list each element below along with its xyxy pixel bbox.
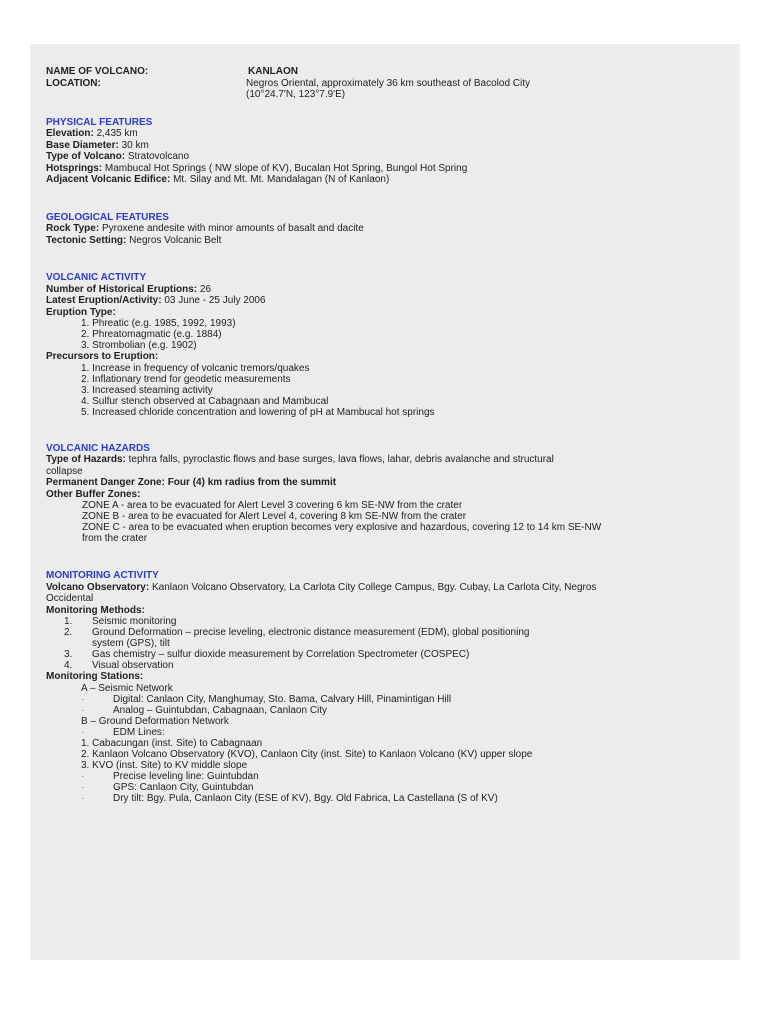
list-item: B – Ground Deformation Network — [81, 715, 229, 727]
precursors-list — [46, 363, 724, 418]
eruption-type-list — [46, 318, 724, 351]
volcano-name: KANLAON — [248, 66, 298, 77]
rock-type-line: Rock Type: Pyroxene andesite with minor amounts of basalt and dacite — [46, 223, 364, 234]
precursors-label: Precursors to Eruption: — [46, 351, 159, 362]
observatory-line-2: Occidental — [46, 593, 94, 604]
hazard-type-line: Type of Hazards: tephra falls, pyroclastic flows and base surges, lava flows, lahar, debris avalanche and structural — [46, 454, 554, 465]
volcanic-activity-heading: VOLCANIC ACTIVITY — [46, 272, 147, 283]
geological-features-heading: GEOLOGICAL FEATURES — [46, 211, 169, 223]
list-item: 5. Increased chloride concentration and lowering of pH at Mambucal hot springs — [81, 406, 435, 418]
volcanic-hazards-heading: VOLCANIC HAZARDS — [46, 442, 150, 454]
adjacent-edifice-line: Adjacent Volcanic Edifice: Mt. Silay and Mt. Mt. Mandalagan (N of Kanlaon) — [46, 174, 390, 185]
observatory-line: Volcano Observatory: Kanlaon Volcano Observatory, La Carlota City College Campus, Bgy. Cubay, La Carlota City, Negros — [46, 581, 597, 593]
list-item: · EDM Lines: — [81, 726, 165, 738]
monitoring-methods-list — [46, 616, 724, 671]
monitoring-activity-heading: MONITORING ACTIVITY — [46, 570, 159, 581]
list-item: 1. Increase in frequency of volcanic tremors/quakes — [81, 362, 310, 374]
monitoring-stations-list — [46, 683, 724, 804]
list-item: 2. Inflationary trend for geodetic measurements — [81, 373, 291, 385]
list-item: ZONE C - area to be evacuated when eruption becomes very explosive and hazardous, covering 12 to 14 km SE-NW — [82, 522, 602, 533]
name-row — [46, 66, 724, 78]
base-diameter-line: Base Diameter: 30 km — [46, 139, 149, 151]
list-item: 3. Gas chemistry – sulfur dioxide measurement by Correlation Spectrometer (COSPEC) — [64, 649, 470, 660]
list-item: 4. Sulfur stench observed at Cabagnaan and Mambucal — [81, 395, 329, 407]
permanent-danger-zone-line: Permanent Danger Zone: Four (4) km radius from the summit — [46, 477, 337, 488]
list-item: · Digital: Canlaon City, Manghumay, Sto. Bama, Calvary Hill, Pinamintigan Hill — [81, 693, 452, 705]
list-item: · Dry tilt: Bgy. Pula, Canlaon City (ESE of KV), Bgy. Old Fabrica, La Castellana (S of KV) — [81, 792, 498, 804]
list-item: · Precise leveling line: Guintubdan — [81, 770, 259, 782]
volcano-type-line: Type of Volcano: Stratovolcano — [46, 151, 190, 162]
elevation-line: Elevation: 2,435 km — [46, 128, 138, 139]
location-line-1: Negros Oriental, approximately 36 km southeast of Bacolod City — [246, 77, 531, 89]
list-item: 1. Seismic monitoring — [64, 616, 177, 627]
list-item: 2. Kanlaon Volcano Observatory (KVO), Canlaon City (inst. Site) to Kanlaon Volcano (KV) upper slope — [81, 748, 533, 760]
tectonic-setting-line: Tectonic Setting: Negros Volcanic Belt — [46, 234, 222, 246]
name-label: NAME OF VOLCANO: — [46, 66, 149, 77]
historical-eruptions-line: Number of Historical Eruptions: 26 — [46, 283, 212, 295]
buffer-zones-label: Other Buffer Zones: — [46, 488, 141, 500]
list-item: from the crater — [82, 533, 148, 544]
list-item: 1. Cabacungan (inst. Site) to Cabagnaan — [81, 737, 263, 749]
list-item: 3. Increased steaming activity — [81, 384, 213, 396]
monitoring-methods-label: Monitoring Methods: — [46, 604, 145, 616]
list-item: · Analog – Guintubdan, Cabagnaan, Canlaon City — [81, 704, 328, 716]
list-item: 1. Phreatic (e.g. 1985, 1992, 1993) — [81, 318, 236, 329]
eruption-type-label: Eruption Type: — [46, 306, 116, 318]
hazard-type-line-2: collapse — [46, 465, 83, 477]
list-item: 2. Ground Deformation – precise leveling, electronic distance measurement (EDM), global positioning — [64, 627, 530, 638]
list-item: A – Seismic Network — [81, 682, 173, 694]
location-label: LOCATION: — [46, 77, 101, 89]
latest-eruption-line: Latest Eruption/Activity: 03 June - 25 July 2006 — [46, 295, 266, 306]
physical-features-heading: PHYSICAL FEATURES — [46, 116, 153, 128]
hotsprings-line: Hotsprings: Mambucal Hot Springs ( NW slope of KV), Bucalan Hot Spring, Bungol Hot Spring — [46, 162, 468, 174]
monitoring-stations-label: Monitoring Stations: — [46, 671, 144, 682]
list-item: ZONE B - area to be evacuated for Alert Level 4, covering 8 km SE-NW from the crater — [82, 511, 467, 522]
buffer-zones-list — [46, 500, 724, 544]
list-item: 3. Strombolian (e.g. 1902) — [81, 340, 197, 351]
location-row — [46, 78, 724, 101]
list-item: 4. Visual observation — [64, 660, 174, 671]
location-line-2: (10°24.7'N, 123°7.9'E) — [246, 89, 346, 100]
list-item: ZONE A - area to be evacuated for Alert Level 3 covering 6 km SE-NW from the crater — [82, 500, 463, 511]
list-item: system (GPS), tilt — [92, 638, 170, 649]
document-page — [30, 44, 740, 960]
list-item: 3. KVO (inst. Site) to KV middle slope — [81, 759, 248, 771]
list-item: · GPS: Canlaon City, Guintubdan — [81, 781, 254, 793]
list-item: 2. Phreatomagmatic (e.g. 1884) — [81, 329, 222, 340]
